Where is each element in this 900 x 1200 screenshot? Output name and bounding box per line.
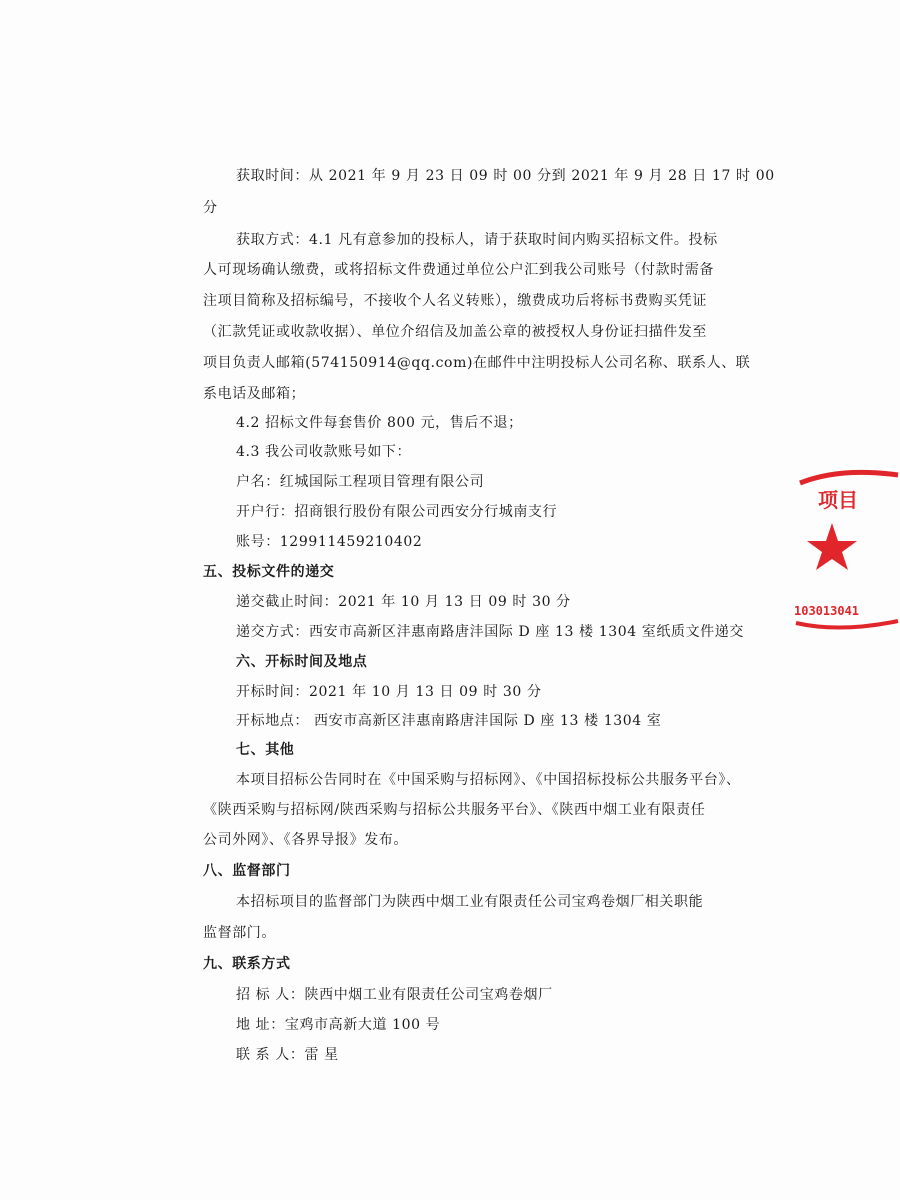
text-line-other-2: 《陕西采购与招标网/陕西采购与招标公共服务平台》、《陕西中烟工业有限责任: [203, 802, 706, 818]
text-line-other-3: 公司外网》、《各界导报》发布。: [203, 832, 408, 848]
text-line-supervise-2: 监督部门。: [203, 925, 276, 941]
text-line-method-6: 系电话及邮箱；: [203, 386, 306, 402]
section-heading-9: 九、联系方式: [203, 956, 291, 972]
text-line-open-time: 开标时间：2021 年 10 月 13 日 09 时 30 分: [236, 684, 542, 700]
text-line-method-4: （汇款凭证或收款收据）、单位介绍信及加盖公章的被授权人身份证扫描件发至: [203, 324, 707, 340]
text-line-method-2: 人可现场确认缴费，或将招标文件费通过单位公户汇到我公司账号（付款时需备: [203, 262, 714, 278]
text-line-submit-deadline: 递交截止时间：2021 年 10 月 13 日 09 时 30 分: [236, 594, 571, 610]
text-line-open-place: 开标地点： 西安市高新区沣惠南路唐沣国际 D 座 13 楼 1304 室: [236, 713, 662, 729]
seal-ring-bottom: [796, 621, 898, 628]
text-line-address: 地 址：宝鸡市高新大道 100 号: [236, 1017, 441, 1033]
section-heading-6: 六、开标时间及地点: [236, 654, 368, 670]
seal-ring-top: [800, 472, 898, 483]
section-heading-8: 八、监督部门: [203, 863, 291, 879]
text-line-method-3: 注项目简称及招标编号，不接收个人名义转账），缴费成功后将标书费购买凭证: [203, 293, 707, 309]
text-line-contact: 联 系 人：雷 星: [236, 1047, 339, 1063]
seal-code-text: 103013041: [794, 604, 860, 618]
text-line-acquire-time-cont: 分: [203, 200, 218, 216]
text-line-account-name: 户名：红城国际工程项目管理有限公司: [236, 474, 485, 490]
text-line-acquire-time: 获取时间：从 2021 年 9 月 23 日 09 时 00 分到 2021 年 9 月 28 日 17 时 00: [236, 168, 775, 184]
text-line-other-1: 本项目招标公告同时在《中国采购与招标网》、《中国招标投标公共服务平台》、: [236, 772, 741, 788]
text-line-method-5: 项目负责人邮箱(574150914@qq.com)在邮件中注明投标人公司名称、联系人、联: [203, 355, 751, 371]
text-line-supervise-1: 本招标项目的监督部门为陕西中烟工业有限责任公司宝鸡卷烟厂相关职能: [236, 894, 704, 910]
text-line-bank: 开户行：招商银行股份有限公司西安分行城南支行: [236, 504, 558, 520]
text-line-tenderer: 招 标 人：陕西中烟工业有限责任公司宝鸡卷烟厂: [236, 987, 553, 1003]
text-line-account-number: 账号：129911459210402: [236, 534, 423, 550]
seal-star-icon: [807, 523, 857, 570]
official-seal-stamp: [780, 465, 900, 635]
section-heading-5: 五、投标文件的递交: [203, 564, 335, 580]
section-heading-7: 七、其他: [236, 742, 295, 758]
seal-text-top: 项目: [818, 488, 858, 512]
text-line-price: 4.2 招标文件每套售价 800 元，售后不退；: [236, 415, 523, 431]
text-line-submit-method: 递交方式：西安市高新区沣惠南路唐沣国际 D 座 13 楼 1304 室纸质文件递交: [236, 624, 744, 640]
text-line-acquire-method: 获取方式：4.1 凡有意参加的投标人，请于获取时间内购买招标文件。投标: [236, 232, 718, 248]
text-line-account-intro: 4.3 我公司收款账号如下：: [236, 444, 412, 460]
